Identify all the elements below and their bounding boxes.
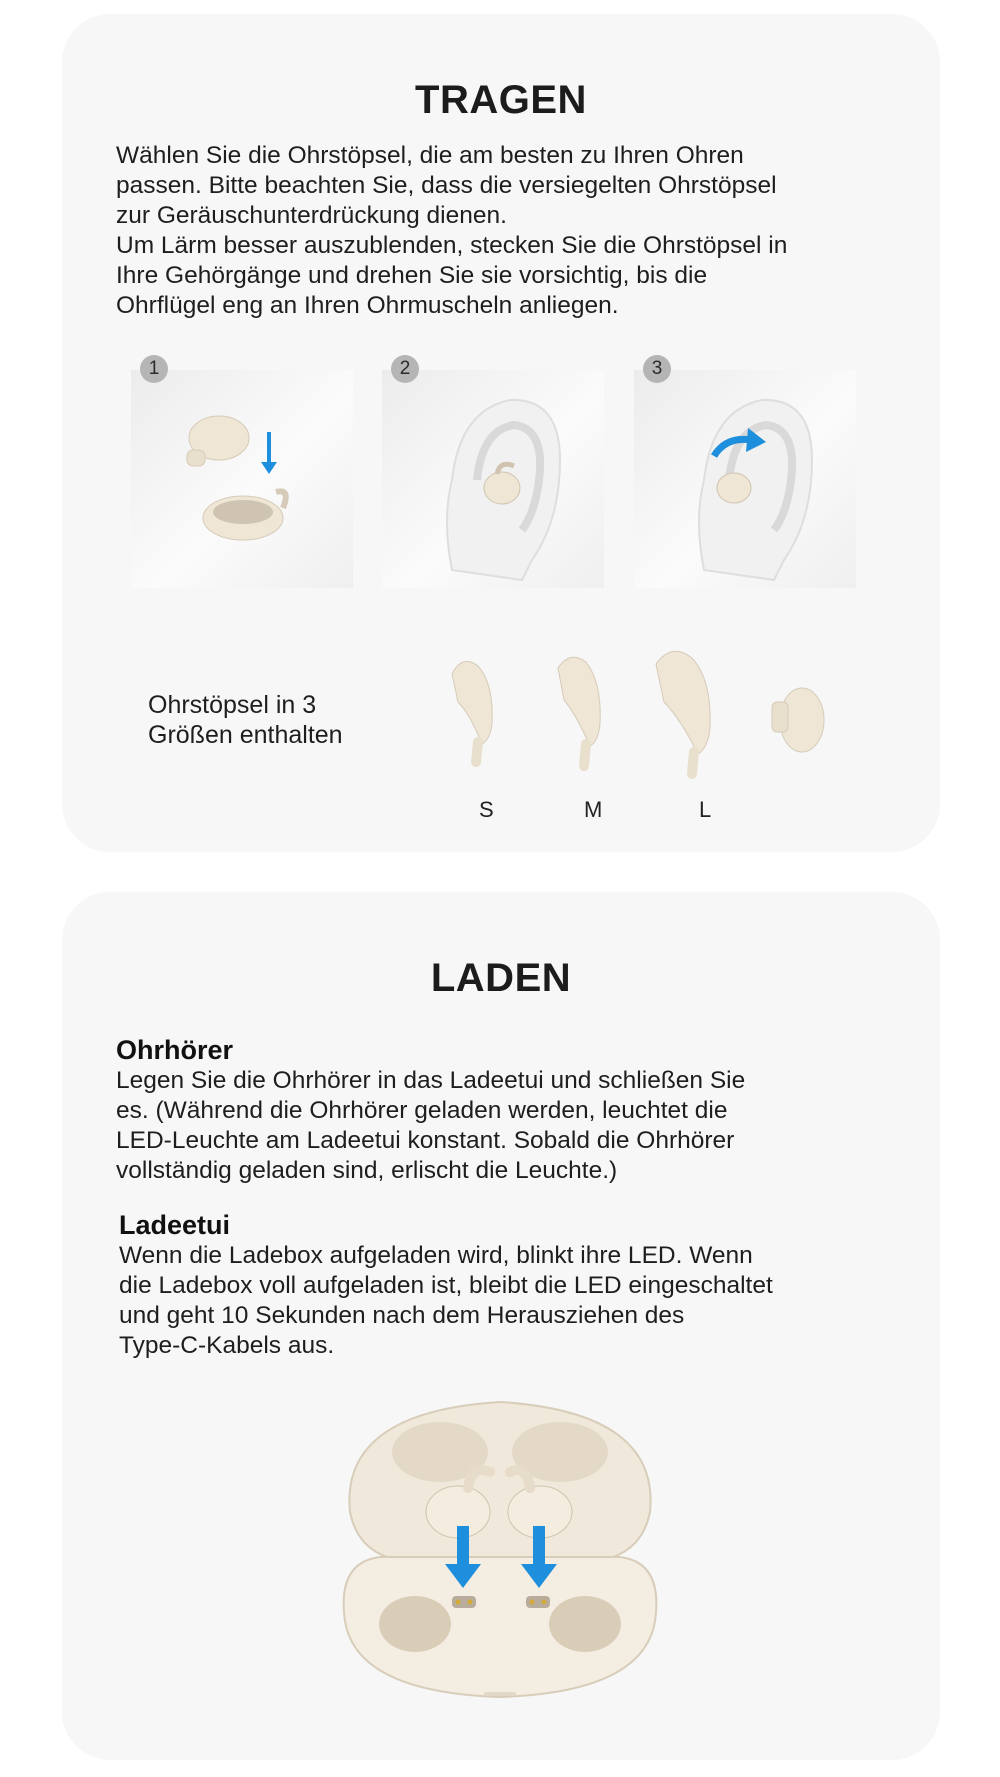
step-2-image xyxy=(382,370,604,588)
earbuds-description xyxy=(116,1066,745,1186)
eartip-sizes-illustration xyxy=(422,644,902,784)
sizes-caption xyxy=(148,690,343,750)
earbuds-description-line: LED-Leuchte am Ladeetui konstant. Sobald die Ohrhörer xyxy=(116,1127,735,1154)
step-3-image xyxy=(634,370,856,588)
case-description-line: und geht 10 Sekunden nach dem Herausziehen des xyxy=(119,1302,685,1329)
charging-case-illustration xyxy=(340,1392,660,1712)
earbuds-description-line: vollständig geladen sind, erlischt die Leuchte.) xyxy=(116,1157,618,1184)
step-1-badge: 1 xyxy=(140,355,168,383)
earbuds-description-line: Legen Sie die Ohrhörer in das Ladeetui und schließen Sie xyxy=(116,1067,746,1094)
size-label-m: M xyxy=(584,797,603,822)
sizes-caption-line: Ohrstöpsel in 3 xyxy=(148,691,317,719)
sizes-caption-line: Größen enthalten xyxy=(148,721,343,749)
tragen-card xyxy=(62,14,940,852)
tragen-description xyxy=(116,141,787,321)
case-heading: Ladeetui xyxy=(119,1210,231,1240)
tragen-description-line: Ihre Gehörgänge und drehen Sie sie vorsichtig, bis die xyxy=(116,262,708,289)
tragen-description-line: Um Lärm besser auszublenden, stecken Sie die Ohrstöpsel in xyxy=(116,232,788,259)
case-description-line: Type-C-Kabels aus. xyxy=(119,1332,335,1359)
earbud-assembly-illustration xyxy=(131,370,353,588)
case-description xyxy=(119,1241,773,1361)
earbuds-description-line: es. (Während die Ohrhörer geladen werden, leuchtet die xyxy=(116,1097,728,1124)
step-1-image xyxy=(131,370,353,588)
size-label-s: S xyxy=(479,797,494,822)
size-label-l: L xyxy=(699,797,712,822)
laden-card xyxy=(62,892,940,1760)
ear-rotate-illustration xyxy=(634,370,856,588)
step-2-badge: 2 xyxy=(391,355,419,383)
tragen-description-line: zur Geräuschunterdrückung dienen. xyxy=(116,202,507,229)
tragen-description-line: Wählen Sie die Ohrstöpsel, die am besten zu Ihren Ohren xyxy=(116,142,744,169)
tragen-title: TRAGEN xyxy=(415,78,587,122)
tragen-description-line: passen. Bitte beachten Sie, dass die versiegelten Ohrstöpsel xyxy=(116,172,777,199)
step-3-badge: 3 xyxy=(643,355,671,383)
tragen-description-line: Ohrflügel eng an Ihren Ohrmuscheln anliegen. xyxy=(116,292,619,319)
case-description-line: die Ladebox voll aufgeladen ist, bleibt die LED eingeschaltet xyxy=(119,1272,773,1299)
case-description-line: Wenn die Ladebox aufgeladen wird, blinkt ihre LED. Wenn xyxy=(119,1242,753,1269)
ear-illustration xyxy=(382,370,604,588)
laden-title: LADEN xyxy=(430,956,572,1000)
earbuds-heading: Ohrhörer xyxy=(116,1035,234,1065)
